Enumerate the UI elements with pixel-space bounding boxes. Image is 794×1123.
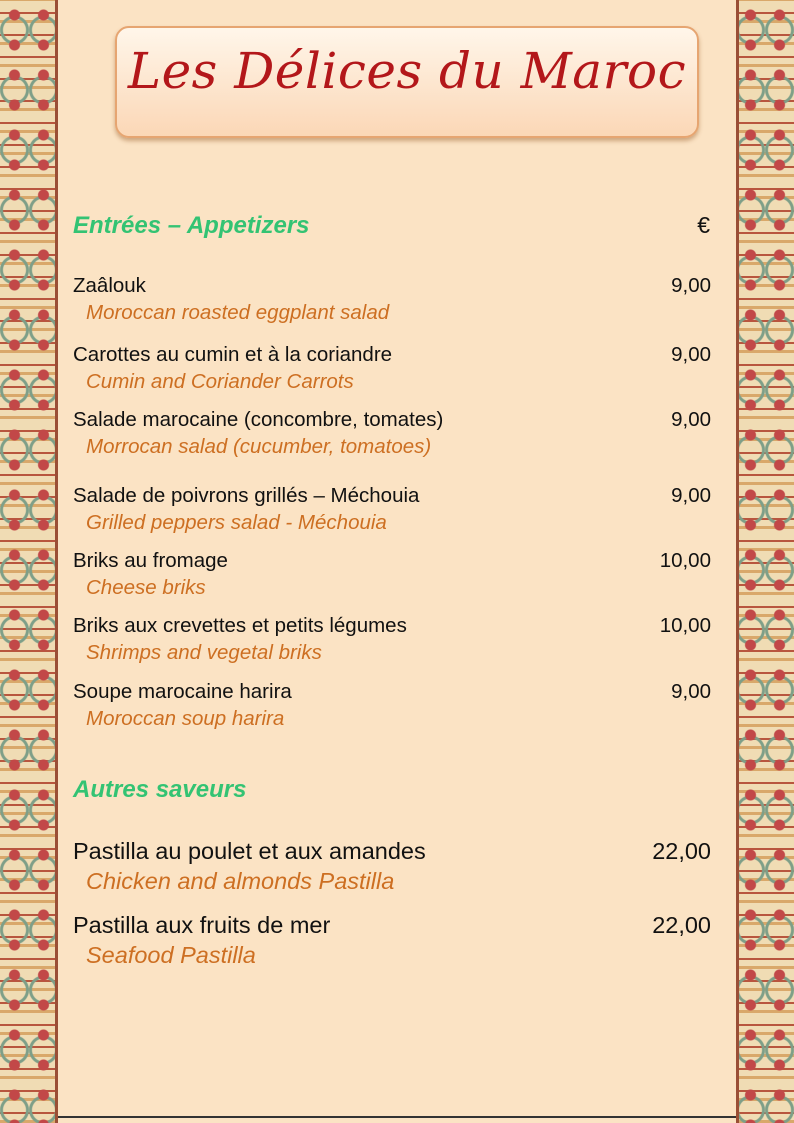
menu-item [73, 680, 711, 731]
item-name: Zaâlouk [73, 274, 146, 297]
item-price: 22,00 [652, 838, 711, 864]
item-name: Carottes au cumin et à la coriandre [73, 343, 393, 366]
menu-item [73, 484, 711, 535]
item-price: 9,00 [671, 343, 711, 366]
menu-item [73, 912, 711, 969]
item-description: Moroccan soup harira [86, 707, 285, 730]
item-description: Cheese briks [86, 576, 206, 599]
section-title-other-flavors: Autres saveurs [73, 776, 247, 803]
restaurant-title: Les Délices du Maroc [127, 42, 687, 100]
menu-item [73, 408, 711, 459]
currency-symbol: € [697, 212, 710, 238]
item-price: 9,00 [671, 680, 711, 703]
bottom-divider [58, 1116, 736, 1118]
item-price: 10,00 [659, 614, 711, 637]
item-price: 9,00 [671, 274, 711, 297]
item-name: Salade marocaine (concombre, tomates) [73, 408, 444, 431]
item-description: Moroccan roasted eggplant salad [86, 301, 390, 324]
item-name: Pastilla aux fruits de mer [73, 912, 331, 938]
menu-item [73, 614, 711, 665]
item-name: Salade de poivrons grillés – Méchouia [73, 484, 420, 507]
menu-item [73, 274, 711, 325]
item-description: Grilled peppers salad - Méchouia [86, 511, 387, 534]
item-price: 22,00 [652, 912, 711, 938]
item-price: 10,00 [659, 549, 711, 572]
item-price: 9,00 [671, 408, 711, 431]
menu-item [73, 549, 711, 600]
ornamental-border-left [0, 0, 58, 1123]
item-price: 9,00 [671, 484, 711, 507]
title-banner [115, 26, 699, 138]
item-name: Soupe marocaine harira [73, 680, 292, 703]
item-description: Cumin and Coriander Carrots [86, 370, 354, 393]
section-title-appetizers: Entrées – Appetizers [73, 212, 310, 239]
item-name: Pastilla au poulet et aux amandes [73, 838, 426, 864]
menu-item [73, 343, 711, 394]
item-name: Briks aux crevettes et petits légumes [73, 614, 407, 637]
item-description: Seafood Pastilla [86, 942, 256, 968]
item-description: Morrocan salad (cucumber, tomatoes) [86, 435, 432, 458]
item-description: Shrimps and vegetal briks [86, 641, 322, 664]
ornamental-border-right [736, 0, 794, 1123]
item-name: Briks au fromage [73, 549, 228, 572]
menu-item [73, 838, 711, 895]
item-description: Chicken and almonds Pastilla [86, 868, 395, 894]
